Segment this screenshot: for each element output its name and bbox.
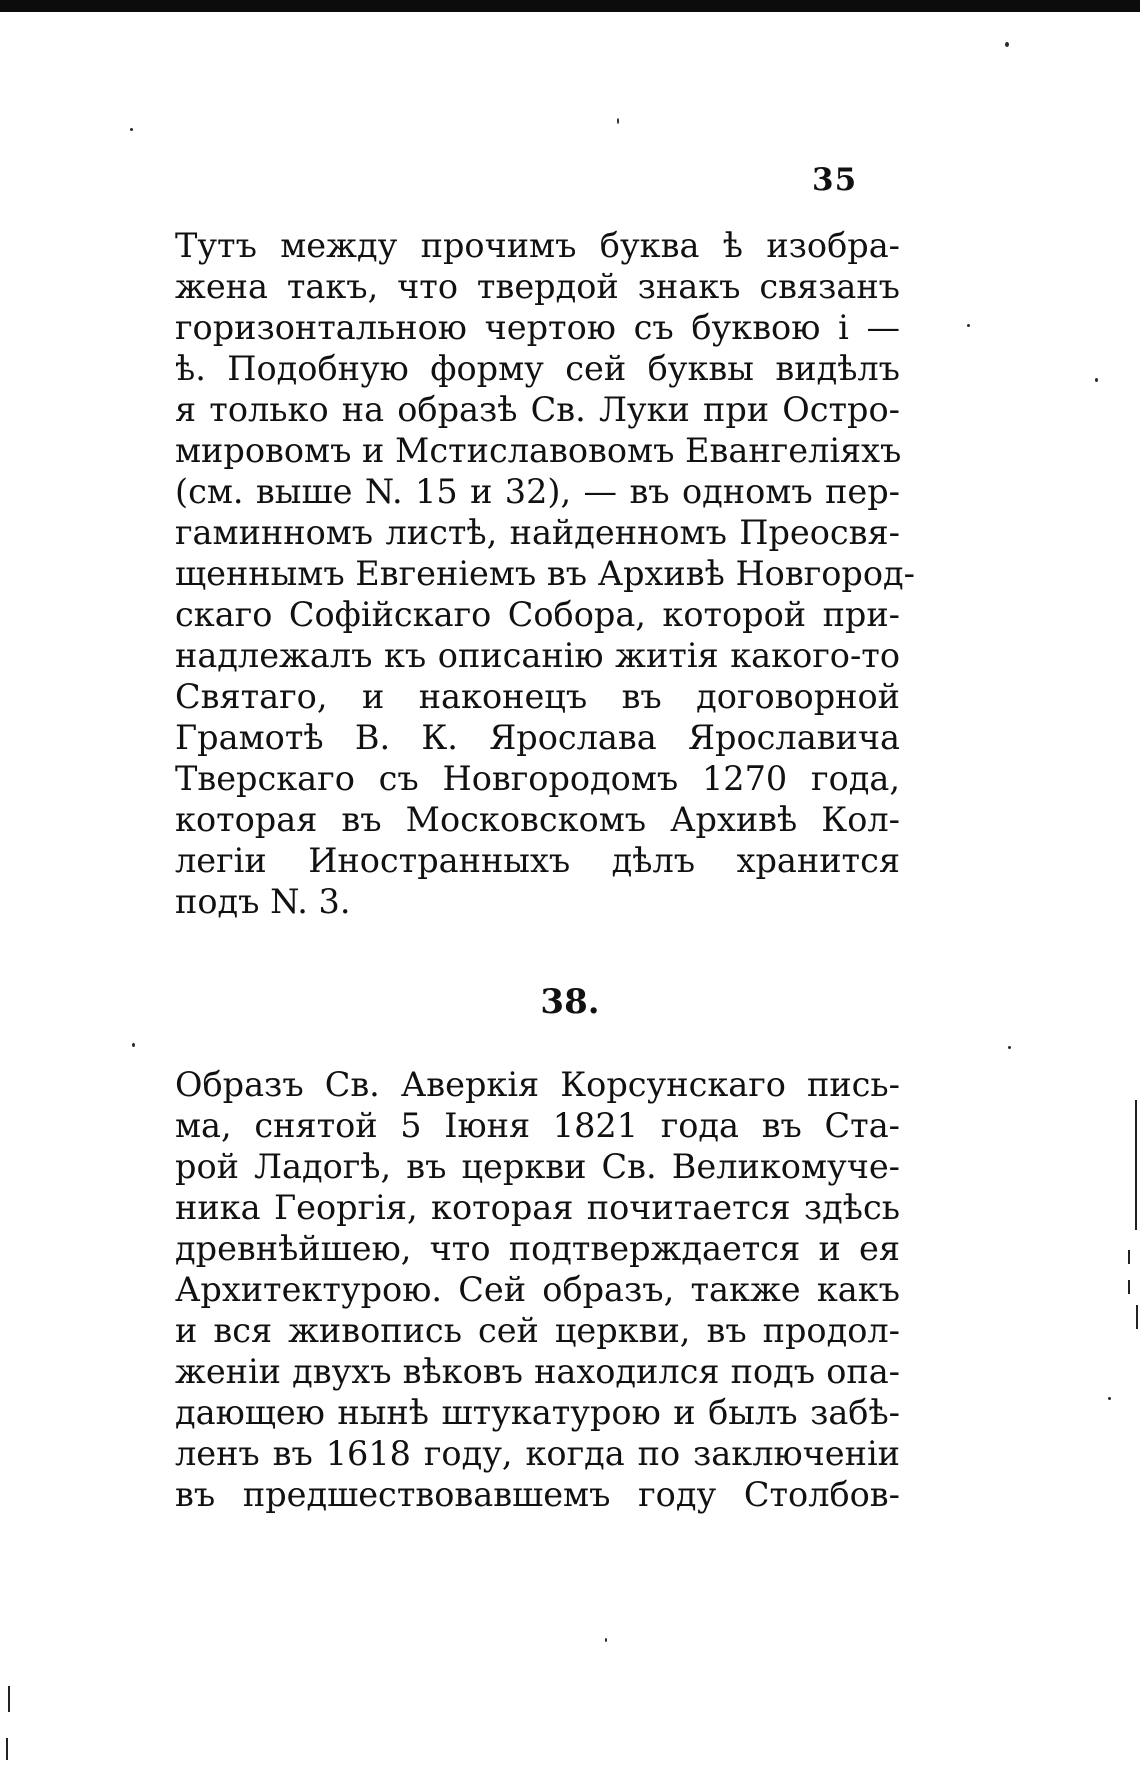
text-line: скаго Софійскаго Собора, которой при- [175, 595, 900, 634]
text-line: (см. выше N. 15 и 32), — въ одномъ пер- [175, 472, 900, 511]
text-line: ма, снятой 5 Іюня 1821 года въ Ста- [175, 1106, 900, 1145]
section-number: 38. [540, 982, 600, 1022]
text-line: которая въ Московскомъ Архивѣ Кол- [175, 800, 900, 839]
scan-speck [617, 118, 619, 124]
scan-speck [1095, 378, 1098, 382]
scan-edge-mark [1135, 1100, 1137, 1230]
text-line: ленъ въ 1618 году, когда по заключеніи [175, 1434, 900, 1473]
text-line: горизонтальною чертою съ буквою і — [175, 308, 900, 347]
scan-edge-mark [1136, 1305, 1138, 1329]
text-line: Архитектурою. Сей образъ, также какъ [175, 1270, 900, 1309]
text-line: рой Ладогѣ, въ церкви Св. Великомуче- [175, 1147, 900, 1186]
text-line: щеннымъ Евгеніемъ въ Архивѣ Новгород- [175, 554, 915, 593]
scan-speck [130, 128, 133, 131]
text-line: Тверскаго съ Новгородомъ 1270 года, [175, 759, 900, 798]
text-line: женіи двухъ вѣковъ находился подъ опа- [175, 1352, 900, 1391]
scan-speck [1008, 1046, 1011, 1049]
text-line: жена такъ, что твердой знакъ связанъ [175, 267, 900, 306]
scan-edge-mark [6, 1738, 8, 1760]
text-line: подъ N. 3. [175, 882, 351, 921]
text-line: я только на образѣ Св. Луки при Остро- [175, 390, 900, 429]
text-line: дающею нынѣ штукатурою и былъ забѣ- [175, 1393, 900, 1432]
text-line: Грамотѣ В. К. Ярослава Ярославича [175, 718, 900, 757]
scan-speck [1108, 1397, 1111, 1400]
scan-edge-mark [8, 1686, 10, 1712]
scan-speck [132, 1043, 135, 1047]
scan-speck [967, 324, 970, 327]
scan-speck [605, 1638, 607, 1642]
text-line: надлежалъ къ описанію житія какого-то [175, 636, 900, 675]
text-line: въ предшествовавшемъ году Столбов- [175, 1475, 900, 1514]
text-line: мировомъ и Мстиславовомъ Евангеліяхъ [175, 431, 902, 470]
scan-edge-mark [1128, 1280, 1130, 1294]
text-line: Тутъ между прочимъ буква ѣ изобра- [175, 226, 900, 265]
text-line: ѣ. Подобную форму сей буквы видѣлъ [175, 349, 900, 388]
text-line: гаминномъ листѣ, найденномъ Преосвя- [175, 513, 900, 552]
page-number: 35 [812, 162, 858, 198]
scan-speck [1005, 42, 1009, 47]
text-line: древнѣйшею, что подтверждается и ея [175, 1229, 900, 1268]
scan-top-edge [0, 0, 1140, 12]
text-line: Святаго, и наконецъ въ договорной [175, 677, 900, 716]
text-line: легіи Иностранныхъ дѣлъ хранится [175, 841, 900, 880]
text-line: ника Георгія, которая почитается здѣсь [175, 1188, 900, 1227]
text-line: Образъ Св. Аверкія Корсунскаго пись- [175, 1065, 900, 1104]
scan-edge-mark [1128, 1250, 1130, 1264]
text-line: и вся живопись сей церкви, въ продол- [175, 1311, 900, 1350]
